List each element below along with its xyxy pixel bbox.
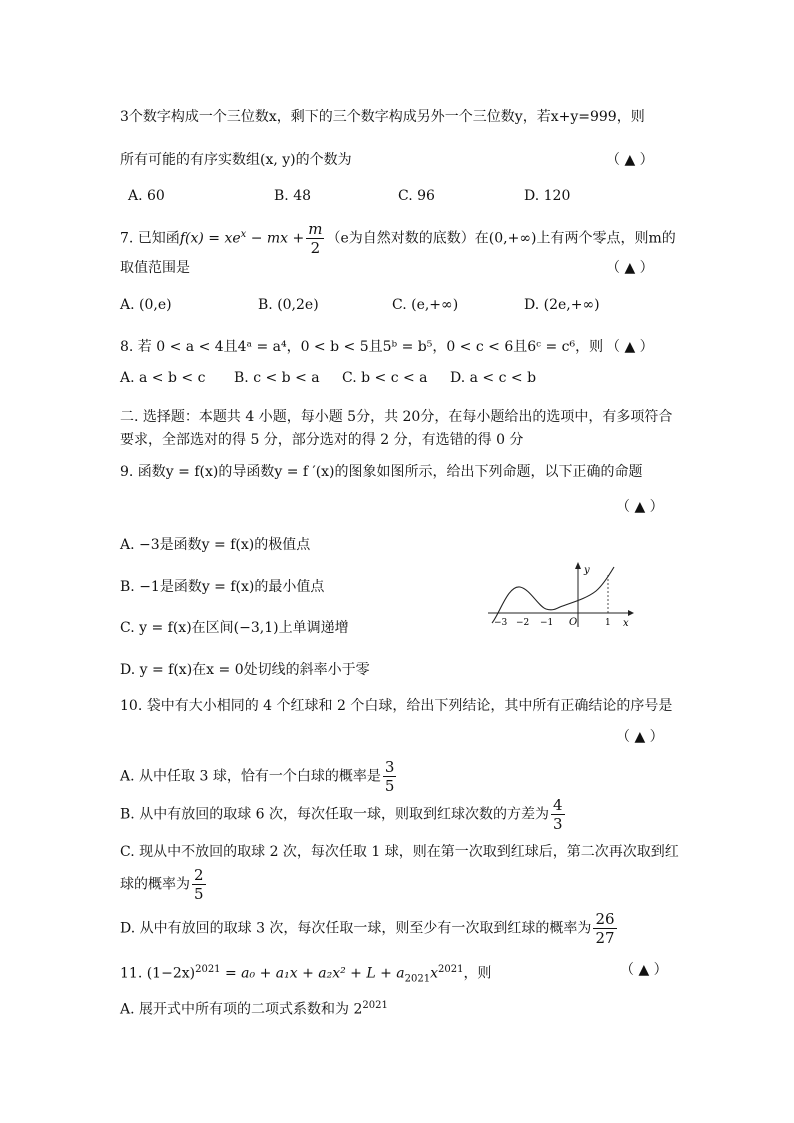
q10-option-a-denominator: 5 xyxy=(384,777,395,795)
q10-option-b-denominator: 3 xyxy=(553,815,563,833)
q9-derivative-graph xyxy=(486,561,636,631)
q9-answer-mark: （ ▲ ） xyxy=(616,499,664,515)
q7-option-a: A. (0,e) xyxy=(120,297,172,313)
q9-line1: 9. 函数y = f(x)的导函数y = f ′(x)的图象如图所示，给出下列命题，以下正确的命题 xyxy=(120,464,643,480)
q7-fraction-denominator: 2 xyxy=(310,239,321,257)
q10-option-c-line1: C. 现从中不放回的取球 2 次，每次任取 1 球，则在第一次取到红球后，第二次再次取到红 xyxy=(120,844,679,860)
q7-fraction xyxy=(306,220,324,257)
q10-option-c-text: 球的概率为 xyxy=(120,876,190,893)
q10-option-c-denominator: 5 xyxy=(194,885,204,903)
tick-label-neg3: −3 xyxy=(494,618,508,628)
q11-expr-d: ，则 xyxy=(463,965,492,982)
q8-option-d: D. a < c < b xyxy=(450,370,537,386)
q8-option-a: A. a < b < c xyxy=(120,370,206,386)
section2-header-line2: 要求，全部选对的得 5 分，部分选对的得 2 分，有选错的得 0 分 xyxy=(120,432,524,448)
q10-option-d xyxy=(120,910,619,947)
q10-option-c-fraction xyxy=(192,866,206,903)
q6-line2: 所有可能的有序实数组(x, y)的个数为 xyxy=(120,152,352,168)
q6-answer-mark: （ ▲ ） xyxy=(606,152,654,168)
q6-option-a: A. 60 xyxy=(128,188,165,204)
q8-option-b: B. c < b < a xyxy=(234,370,320,386)
q7-exponent: x xyxy=(240,228,247,240)
y-axis-arrow xyxy=(575,562,581,569)
q6-option-b: B. 48 xyxy=(274,188,312,204)
q7-function: f(x) = xe xyxy=(179,230,241,247)
q11-sub: 2021 xyxy=(404,973,431,985)
q10-option-b-text: B. 从中有放回的取球 6 次，每次任取一球，则取到红球次数的方差为 xyxy=(120,806,549,823)
y-axis-label: y xyxy=(584,565,590,576)
q10-option-b-numerator: 4 xyxy=(553,796,563,814)
q7-option-b: B. (0,2e) xyxy=(258,297,319,313)
q11-option-a-text: A. 展开式中所有项的二项式系数和为 2 xyxy=(120,1001,363,1018)
q8-line1: 8. 若 0 < a < 4且4ᵃ = a⁴，0 < b < 5且5ᵇ = b⁵，0 < c < 6且6ᶜ = c⁶，则 xyxy=(120,339,604,355)
q10-option-a-fraction xyxy=(383,758,397,795)
q7-line1-pre: 7. 已知函 xyxy=(120,230,180,247)
q6-line1: 3个数字构成一个三位数x，剩下的三个数字构成另外一个三位数y，若x+y=999，则 xyxy=(120,109,645,125)
q6-option-d: D. 120 xyxy=(524,188,571,204)
q10-option-b-fraction xyxy=(551,796,565,833)
q11-expr-c: x xyxy=(430,965,438,982)
q11-expr-a: 11. (1−2x) xyxy=(120,965,196,982)
q11-exp1: 2021 xyxy=(195,964,221,975)
q7-option-d: D. (2e,+∞) xyxy=(524,297,600,313)
q9-option-a: A. −3是函数y = f(x)的极值点 xyxy=(120,537,311,553)
section2-header-line1: 二. 选择题：本题共 4 小题，每小题 5分，共 20分，在每小题给出的选项中，有多项符合 xyxy=(120,409,673,425)
origin-label: O xyxy=(569,617,578,628)
q11-option-a xyxy=(120,996,388,1020)
q6-option-c: C. 96 xyxy=(398,188,435,204)
q8-option-c: C. b < c < a xyxy=(342,370,428,386)
q10-answer-mark: （ ▲ ） xyxy=(616,729,664,745)
q7-answer-mark: （ ▲ ） xyxy=(606,260,654,276)
q10-option-c-line2 xyxy=(120,866,208,903)
q11-answer-mark: （ ▲ ） xyxy=(620,962,668,978)
q10-option-a xyxy=(120,758,398,795)
q7-option-c: C. (e,+∞) xyxy=(392,297,459,313)
tick-label-neg2: −2 xyxy=(516,618,530,628)
derivative-curve xyxy=(492,567,614,623)
q11-option-a-exp: 2021 xyxy=(362,1000,388,1011)
q11-exp2: 2021 xyxy=(437,964,464,975)
q7-line1 xyxy=(120,220,676,257)
tick-label-neg1: −1 xyxy=(540,618,554,628)
x-axis-arrow xyxy=(628,610,634,616)
q10-option-d-text: D. 从中有放回的取球 3 次，每次任取一球，则至少有一次取到红球的概率为 xyxy=(120,920,592,937)
q9-option-c: C. y = f(x)在区间(−3,1)上单调递增 xyxy=(120,620,349,636)
q10-line1: 10. 袋中有大小相同的 4 个红球和 2 个白球，给出下列结论，其中所有正确结论的序号是 xyxy=(120,698,673,714)
x-axis-label: x xyxy=(623,618,629,629)
q10-option-b xyxy=(120,796,567,833)
q10-option-a-numerator: 3 xyxy=(384,758,395,776)
q10-option-a-text: A. 从中任取 3 球，恰有一个白球的概率是 xyxy=(120,768,381,785)
tick-label-1: 1 xyxy=(605,618,611,628)
q10-option-c-numerator: 2 xyxy=(194,866,204,884)
q11-line1 xyxy=(120,960,491,989)
q9-option-b: B. −1是函数y = f(x)的最小值点 xyxy=(120,579,325,595)
q7-function-mid: − mx + xyxy=(246,230,305,247)
q11-expr-b: = a₀ + a₁x + a₂x² + L + a xyxy=(220,965,405,982)
q10-option-d-denominator: 27 xyxy=(595,929,615,947)
q10-option-d-numerator: 26 xyxy=(595,910,615,928)
q7-line1-post: （e为自然对数的底数）在(0,+∞)上有两个零点，则m的 xyxy=(326,230,676,247)
q10-option-d-fraction xyxy=(593,910,616,947)
q8-answer-mark: （ ▲ ） xyxy=(606,339,654,355)
q7-fraction-numerator: m xyxy=(308,220,323,238)
q7-line2: 取值范围是 xyxy=(120,260,190,276)
q9-option-d: D. y = f(x)在x = 0处切线的斜率小于零 xyxy=(120,662,370,678)
